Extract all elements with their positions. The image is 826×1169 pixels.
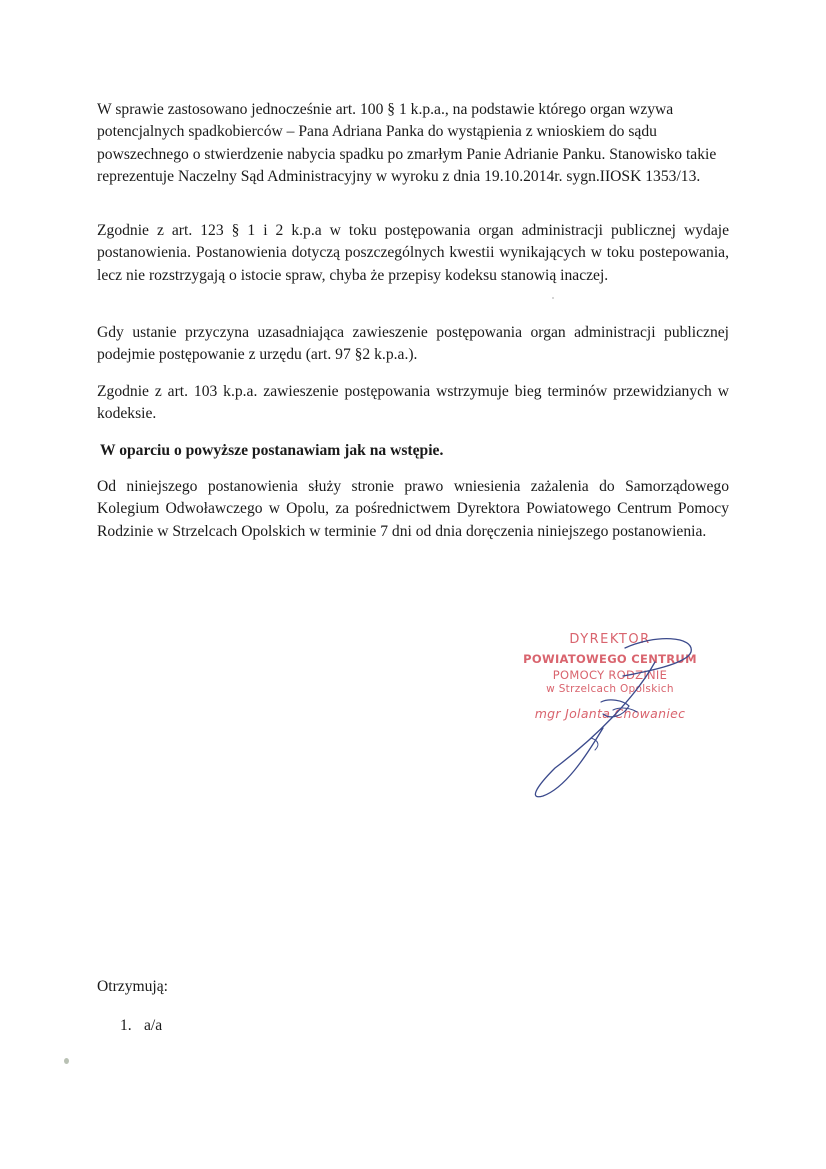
scan-speck [64,1058,69,1064]
paragraph-art-97: Gdy ustanie przyczyna uzasadniająca zawieszenie postępowania organ administracji publicznej podejmie postępowanie z urzędu (art. 97 §2 k.p.a.). [97,324,729,364]
scan-speck [552,297,554,299]
paragraph-art-123: Zgodnie z art. 123 § 1 i 2 k.p.a w toku postępowania organ administracji publicznej wydaje postanowienia. Postanowienia dotyczą poszczególnych kwestii wynikających w toku postepowania, lecz nie rozstrzygają o istocie spraw, chyba że przepisy kodeksu stanowią inaczej. [97,222,729,284]
stamp-title: DYREKTOR [569,632,651,647]
recipient-text: a/a [144,1017,163,1034]
stamp-location: w Strzelcach Opolskich [546,683,674,695]
recipient-number: 1. [120,1017,132,1034]
recipient-item [120,1017,162,1035]
handwritten-signature [505,628,715,808]
recipients-label: Otrzymują: [97,978,169,995]
decision-statement: W oparciu o powyższe postanawiam jak na wstępie. [100,442,444,459]
paragraph-art-100: W sprawie zastosowano jednocześnie art. 100 § 1 k.p.a., na podstawie którego organ wzywa potencjalnych spadkobierców – Pana Adriana Panka do wystąpienia z wnioskiem do sądu powszechnego o stwierdzenie nabycia spadku po zmarłym Panie Adrianie Panku. Stanowisko takie reprezentuje Naczelny Sąd Administracyjny w wyroku z dnia 19.10.2014r. sygn.IIOSK 1353/13. [97,101,717,186]
stamp-director-name: mgr Jolanta Chowaniec [534,706,686,721]
appeal-instructions: Od niniejszego postanowienia służy stronie prawo wniesienia zażalenia do Samorządowego Kolegium Odwoławczego w Opolu, za pośrednictwem Dyrektora Powiatowego Centrum Pomocy Rodzinie w Strzelcach Opolskich w terminie 7 dni od dnia doręczenia niniejszego postanowienia. [97,478,729,540]
paragraph-art-103: Zgodnie z art. 103 k.p.a. zawieszenie postępowania wstrzymuje bieg terminów przewidzianych w kodeksie. [97,383,729,423]
stamp-institution-line1: POWIATOWEGO CENTRUM [523,652,697,666]
stamp-institution-line2: POMOCY RODZINIE [552,668,668,682]
